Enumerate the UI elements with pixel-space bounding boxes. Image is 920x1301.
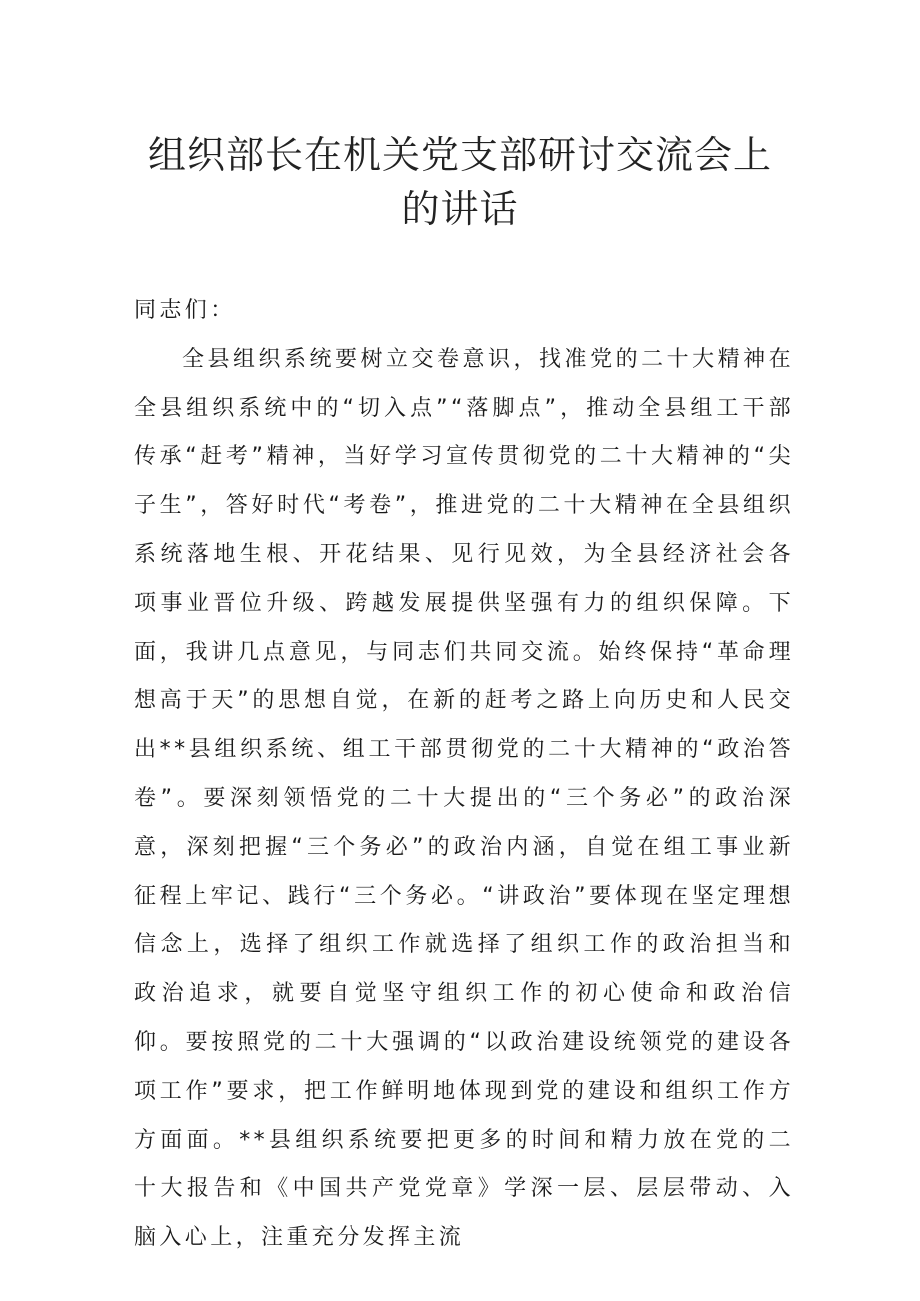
salutation: 同志们： [134, 298, 236, 323]
document-title: 组织部长在机关党支部研讨交流会上的讲话 [147, 133, 772, 231]
document-body [134, 287, 794, 1263]
body-paragraph: 全县组织系统要树立交卷意识，找准党的二十大精神在全县组织系统中的“切入点”“落脚点”，推动全县组工干部传承“赶考”精神，当好学习宣传贯彻党的二十大精神的“尖子生”，答好时代“考卷”，推进党的二十大精神在全县组织系统落地生根、开花结果、见行见效，为全县经济社会各项事业晋位升级、跨越发展提供坚强有力的组织保障。下面，我讲几点意见，与同志们共同交流。始终保持“革命理想高于天”的思想自觉，在新的赶考之路上向历史和人民交出**县组织系统、组工干部贯彻党的二十大精神的“政治答卷”。要深刻领悟党的二十大提出的“三个务必”的政治深意，深刻把握“三个务必”的政治内涵，自觉在组工事业新征程上牢记、践行“三个务必。“讲政治”要体现在坚定理想信念上，选择了组织工作就选择了组织工作的政治担当和政治追求，就要自觉坚守组织工作的初心使命和政治信仰。要按照党的二十大强调的“以政治建设统领党的建设各项工作”要求，把工作鲜明地体现到党的建设和组织工作方方面面。**县组织系统要把更多的时间和精力放在党的二十大报告和《中国共产党党章》学深一层、层层带动、入脑入心上，注重充分发挥主流 [134, 346, 794, 1251]
